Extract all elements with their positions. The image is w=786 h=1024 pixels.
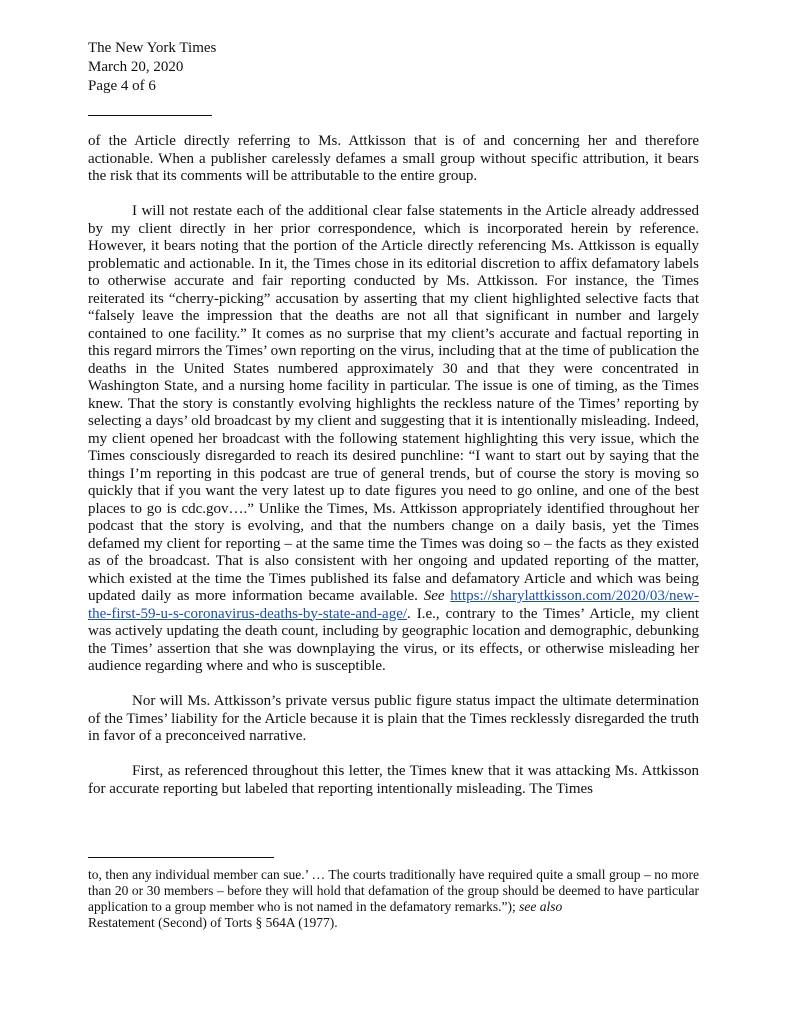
letter-date: March 20, 2020 bbox=[88, 59, 184, 75]
see-signal: See bbox=[423, 588, 445, 604]
letter-header bbox=[88, 39, 216, 96]
source-link[interactable]: https://sharylattkisson.com/2020/03/new-the-first-59-u-s-coronavirus-deaths-by-state-and-age/ bbox=[88, 588, 700, 622]
footnote-text: to, then any individual member can sue.’ … The courts traditionally have required quite a small group – no more than 20 or 30 members – before they will hold that defamation of the group should be deemed to have particular application to a group member who is not named in the defamatory remarks.”); bbox=[88, 867, 699, 914]
letter-body bbox=[88, 133, 699, 816]
recipient-name: The New York Times bbox=[88, 40, 217, 56]
page-number: Page 4 of 6 bbox=[88, 78, 156, 94]
footnote-divider bbox=[88, 857, 274, 858]
paragraph-4: First, as referenced throughout this letter, the Times knew that it was attacking Ms. Attkisson for accurate reporting but labeled that reporting intentionally misleading. The Times bbox=[88, 763, 699, 797]
footnote bbox=[88, 867, 699, 931]
paragraph-1: of the Article directly referring to Ms. Attkisson that is of and concerning her and therefore actionable. When a publisher carelessly defames a small group without specific attribution, it bears the risk that its comments will be attributable to the entire group. bbox=[88, 133, 699, 184]
footnote-citation: Restatement (Second) of Torts § 564A (1977). bbox=[88, 915, 338, 930]
paragraph-2-text: I will not restate each of the additional clear false statements in the Article already addressed by my client directly in her prior correspondence, which is incorporated herein by reference. However, it bears noting that the portion of the Article directly referencing Ms. Attkisson is equally problematic and actionable. In it, the Times chose in its editorial discretion to affix defamatory labels to otherwise accurate and fair reporting conducted by Ms. Attkisson. For instance, the Times reiterated its “cherry-picking” accusation by asserting that my client highlighted selective facts that “falsely leave the impression that the deaths are not all that significant in number and largely contained to one facility.” It comes as no surprise that my client’s accurate and factual reporting in this regard mirrors the Times’ own reporting on the virus, including that at the time of publication the deaths in the United States numbered approximately 30 and that they were concentrated in Washington State, and a nursing home facility in particular. The issue is one of timing, as the Times knew. That the story is constantly evolving highlights the reckless nature of the Times’ reporting by selecting a days’ old broadcast by my client and suggesting that it is intentionally misleading. Indeed, my client opened her broadcast with the following statement highlighting this very issue, which the Times consciously disregarded to reach its desired punchline: “I want to start out by saying that the things I’m reporting in this podcast are true of general trends, but of course the story is moving so quickly that if you want the very latest up to date figures you need to go online, and one of the best places to go is cdc.gov….” Unlike the Times, Ms. Attkisson appropriately identified throughout her podcast that the story is evolving, and that the numbers change on a daily basis, yet the Times defamed my client for reporting – at the same time the Times was doing so – the facts as they existed as of the broadcast. That is also consistent with her ongoing and updated reporting of the matter, which existed at the time the Times published its false and defamatory Article and which was being updated daily as more information became available. bbox=[88, 203, 699, 604]
paragraph-2 bbox=[88, 203, 699, 676]
see-also-signal: see also bbox=[519, 899, 563, 914]
paragraph-3: Nor will Ms. Attkisson’s private versus public figure status impact the ultimate determination of the Times’ liability for the Article because it is plain that the Times recklessly disregarded the truth in favor of a preconceived narrative. bbox=[88, 693, 699, 744]
header-divider bbox=[88, 115, 212, 116]
paragraph-2-continuation: . I.e., contrary to the Times’ Article, my client was actively updating the death count, including by geographic location and demographic, debunking the Times’ assertion that she was downplaying the virus, or its effects, or otherwise misleading her audience regarding where and who is susceptible. bbox=[88, 605, 699, 674]
